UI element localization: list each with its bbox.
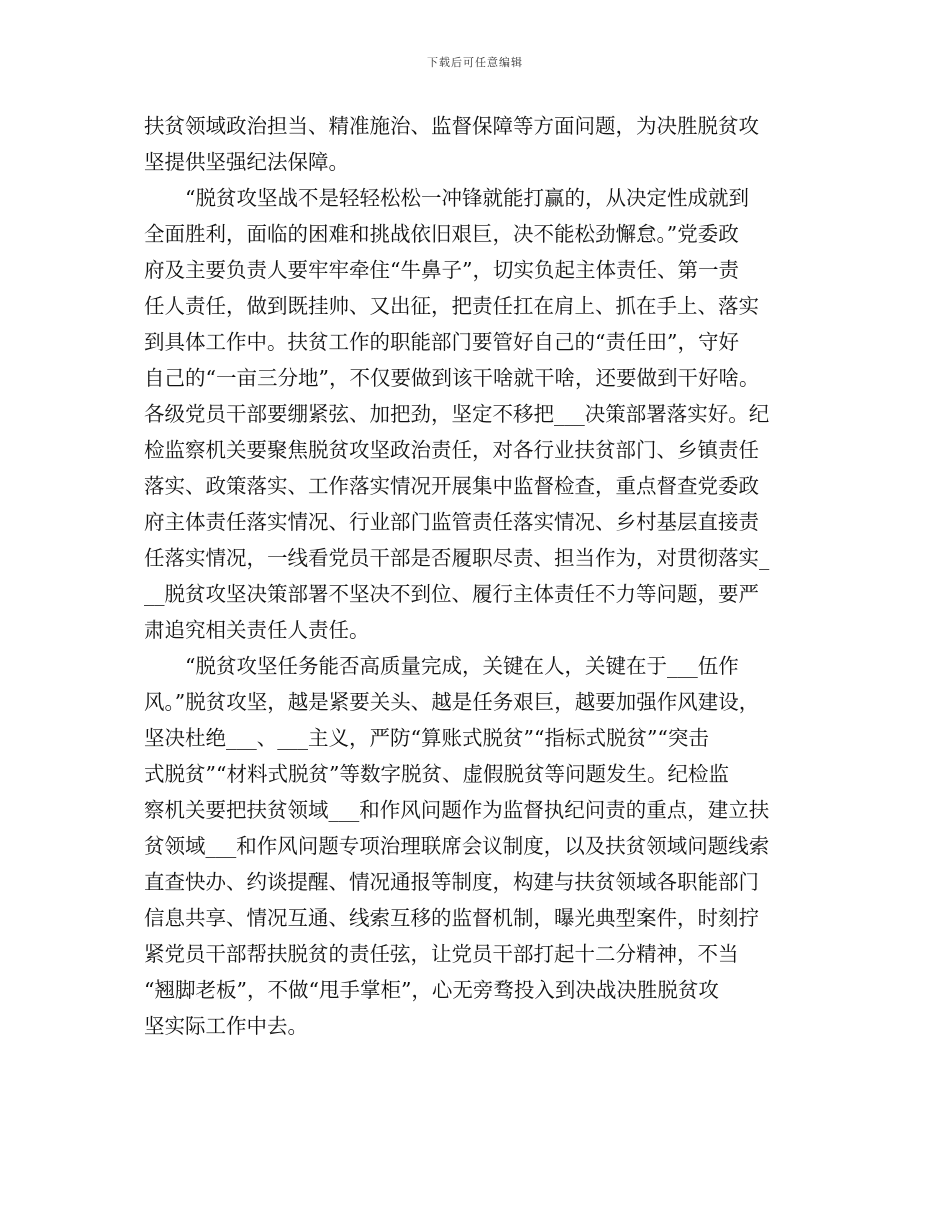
text-line: 坚决杜绝___、___主义，严防“算账式脱贫”“指标式脱贫”“突击 [144,726,709,750]
text-line: 各级党员干部要绷紧弦、加把劲，坚定不移把___决策部署落实好。纪 [144,402,770,426]
text-line: 贫领域___和作风问题专项治理联席会议制度，以及扶贫领域问题线索 [144,834,770,858]
text-line: 信息共享、情况互通、线索互移的监督机制，曝光典型案件，时刻拧 [144,906,759,930]
text-line: “脱贫攻坚战不是轻轻松松一冲锋就能打赢的，从决定性成就到 [144,186,749,210]
text-line: 扶贫领域政治担当、精准施治、监督保障等方面问题，为决胜脱贫攻 [144,114,759,138]
text-line: 检监察机关要聚焦脱贫攻坚政治责任，对各行业扶贫部门、乡镇责任 [144,438,759,462]
text-line: __脱贫攻坚决策部署不坚决不到位、履行主体责任不力等问题，要严 [144,582,759,606]
text-line: 坚提供坚强纪法保障。 [144,150,349,174]
text-line: 直查快办、约谈提醒、情况通报等制度，构建与扶贫领域各职能部门 [144,870,759,894]
text-line: “翘脚老板”，不做“甩手掌柜”，心无旁骛投入到决战决胜脱贫攻 [144,978,719,1002]
paragraph-2 [144,180,810,648]
text-line: 任落实情况，一线看党员干部是否履职尽责、担当作为，对贯彻落实_ [144,546,770,570]
text-line: 全面胜利，面临的困难和挑战依旧艰巨，决不能松劲懈怠。”党委政 [144,222,739,246]
text-line: 落实、政策落实、工作落实情况开展集中监督检查，重点督查党委政 [144,474,759,498]
text-line: 自己的“一亩三分地”，不仅要做到该干啥就干啥，还要做到干好啥。 [144,366,760,390]
paragraph-3 [144,648,810,1044]
text-line: 紧党员干部帮扶脱贫的责任弦，让党员干部打起十二分精神，不当 [144,942,739,966]
body-text [144,108,810,1044]
text-line: 府主体责任落实情况、行业部门监管责任落实情况、乡村基层直接责 [144,510,759,534]
text-line: “脱贫攻坚任务能否高质量完成，关键在人，关键在于___伍作 [144,654,739,678]
text-line: 风。”脱贫攻坚，越是紧要关头、越是任务艰巨，越要加强作风建设， [144,690,760,714]
page-header: 下载后可任意编辑 [427,56,523,69]
text-line: 府及主要负责人要牢牢牵住“牛鼻子”，切实负起主体责任、第一责 [144,258,739,282]
paragraph-1 [144,108,810,180]
text-line: 式脱贫”“材料式脱贫”等数字脱贫、虚假脱贫等问题发生。纪检监 [144,762,729,786]
text-line: 到具体工作中。扶贫工作的职能部门要管好自己的“责任田”，守好 [144,330,739,354]
text-line: 肃追究相关责任人责任。 [144,618,370,642]
text-line: 任人责任，做到既挂帅、又出征，把责任扛在肩上、抓在手上、落实 [144,294,759,318]
text-line: 坚实际工作中去。 [144,1014,308,1038]
text-line: 察机关要把扶贫领域___和作风问题作为监督执纪问责的重点，建立扶 [144,798,770,822]
